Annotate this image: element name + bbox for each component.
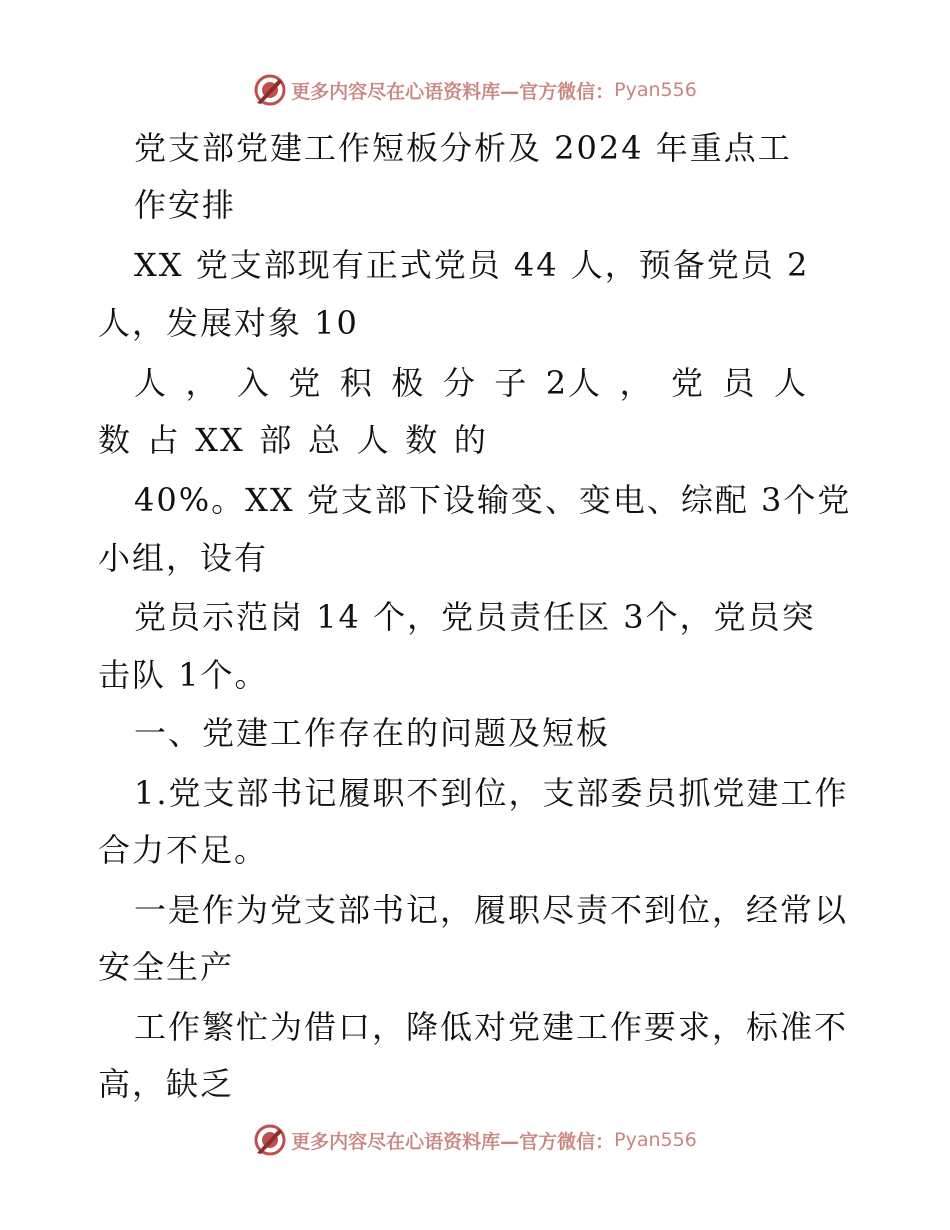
paragraph-1-line-5: 40%。XX 党支部下设输变、变电、综配 3个党: [134, 481, 852, 519]
paragraph-1-line-6: 小组，设有: [98, 539, 269, 577]
paragraph-1-line-7: 党员示范岗 14 个，党员责任区 3个，党员突: [134, 598, 816, 636]
paragraph-1-line-4: 数 占 XX 部 总 人 数 的: [98, 421, 488, 459]
item-1-para-line-1: 一是作为党支部书记，履职尽责不到位，经常以: [134, 891, 849, 929]
section-1-heading: 一、党建工作存在的问题及短板: [134, 714, 611, 752]
watermark-handle: Pyan556: [614, 79, 697, 101]
item-1-para-line-4: 高，缺乏: [98, 1065, 235, 1103]
watermark-text: 更多内容尽在心语资料库—官方微信：: [291, 1130, 615, 1153]
paragraph-1-line-3: 人 ， 入 党 积 极 分 子 2人 ， 党 员 人: [134, 364, 808, 402]
doc-title-line-2: 作安排: [134, 186, 237, 224]
doc-title-line-1: 党支部党建工作短板分析及 2024 年重点工: [134, 129, 792, 167]
paragraph-1-line-1: XX 党支部现有正式党员 44 人，预备党员 2: [134, 246, 810, 284]
item-1-para-line-3: 工作繁忙为借口，降低对党建工作要求，标准不: [134, 1008, 849, 1046]
paragraph-1-line-2: 人，发展对象 10: [98, 304, 359, 342]
paragraph-1-line-8: 击队 1个。: [98, 656, 269, 694]
item-1-line-1: 1.党支部书记履职不到位，支部委员抓党建工作: [134, 774, 849, 812]
item-1-line-2: 合力不足。: [98, 831, 269, 869]
quill-logo-icon: [253, 1123, 287, 1157]
watermark-text: 更多内容尽在心语资料库—官方微信：: [291, 80, 615, 103]
footer-watermark: [0, 1120, 950, 1160]
watermark-handle: Pyan556: [614, 1129, 697, 1151]
item-1-para-line-2: 安全生产: [98, 948, 235, 986]
